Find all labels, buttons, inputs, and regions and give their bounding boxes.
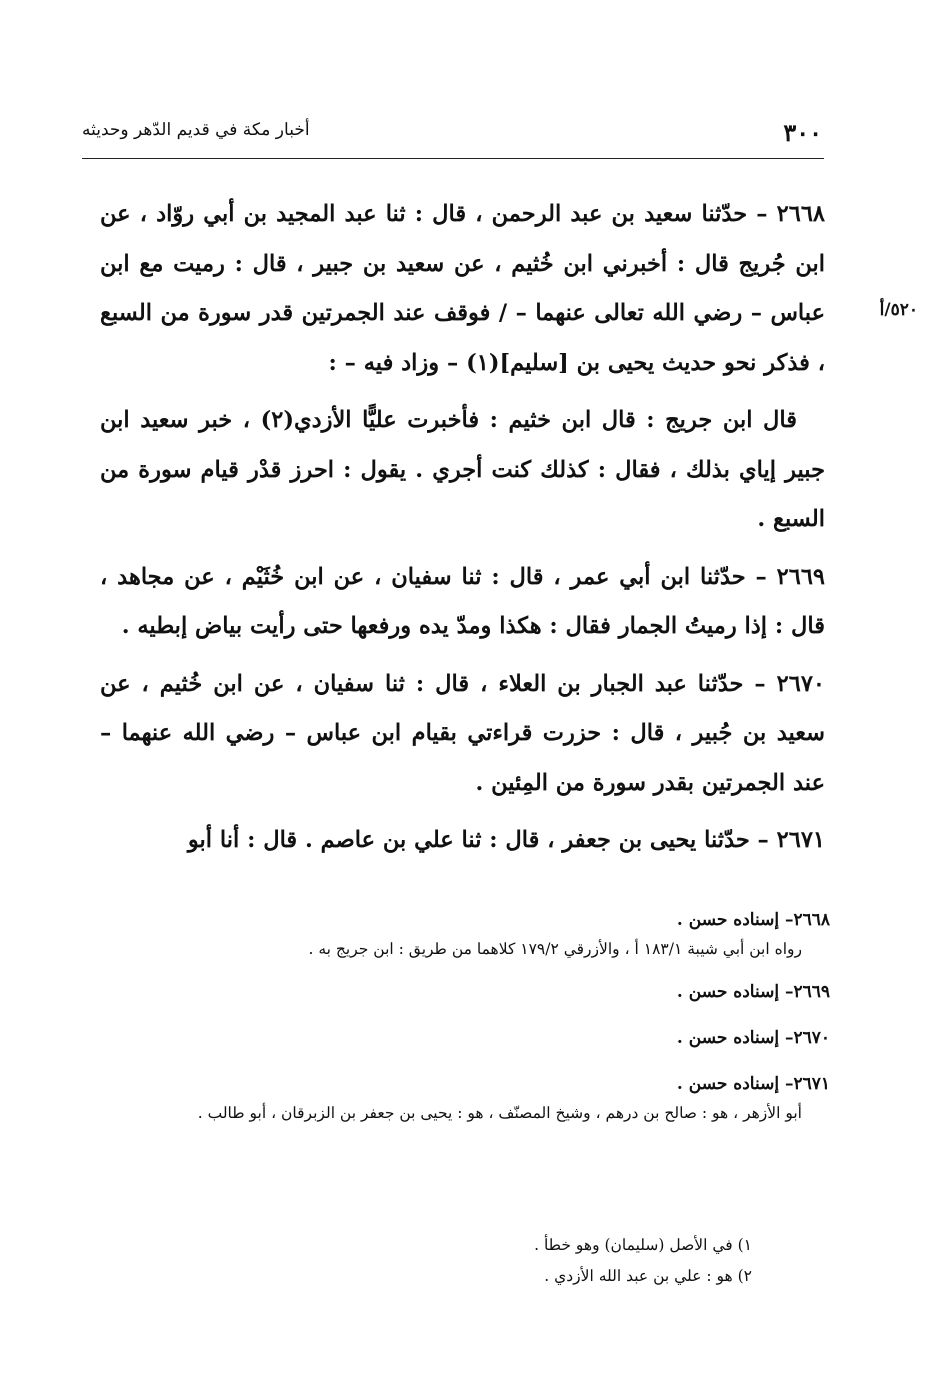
header-rule [82, 158, 824, 159]
footnote-head-2669: ٢٦٦٩– إسناده حسن . [676, 982, 830, 1002]
paragraph-2671: ٢٦٧١ – حدّثنا يحيى بن جعفر ، قال : ثنا علي بن عاصم . قال : أنا أبو [187, 827, 825, 853]
running-header [82, 118, 822, 154]
footnote-text-2671: أبو الأزهر ، هو : صالح بن درهم ، وشيخ المصنّف ، هو : يحيى بن جعفر بن الزبرقان ، أبو طالب . [197, 1104, 802, 1122]
footnote-text-2668: رواه ابن أبي شيبة ١٨٣/١ أ ، والأزرقي ١٧٩/٢ كلاهما من طريق : ابن جريج به . [308, 940, 802, 958]
running-title: أخبار مكة في قديم الدّهر وحديثه [82, 120, 310, 140]
page-number: ٣٠٠ [783, 118, 822, 147]
main-text [100, 190, 825, 874]
footnote-spacer [100, 1053, 830, 1069]
footnote-head-2670: ٢٦٧٠– إسناده حسن . [676, 1028, 830, 1048]
editor-notes [100, 1230, 830, 1292]
editor-note-1: ١) في الأصل (سليمان) وهو خطأ . [534, 1236, 752, 1254]
paragraph-2669: ٢٦٦٩ – حدّثنا ابن أبي عمر ، قال : ثنا سفيان ، عن ابن خُثَيْم ، عن مجاهد ، قال : إذا رميتُ الجمار فقال : هكذا ومدّ يده ورفعها حتى رأيت بياض إبطيه . [100, 563, 825, 639]
paragraph-2670: ٢٦٧٠ – حدّثنا عبد الجبار بن العلاء ، قال : ثنا سفيان ، عن ابن خُثيم ، عن سعيد بن جُبير ، قال : حزرت قراءتي بقيام ابن عباس – رضي الله عنهما – عند الجمرتين بقدر سورة من المِئين . [100, 670, 825, 796]
footnote-spacer [100, 1007, 830, 1023]
editor-note-2: ٢) هو : علي بن عبد الله الأزدي . [544, 1267, 752, 1285]
footnote-head-2671: ٢٦٧١– إسناده حسن . [676, 1074, 830, 1094]
margin-folio-note: ٥٢٠/أ [879, 300, 918, 320]
paragraph-2668-continued: قال ابن جريج : قال ابن خثيم : فأخبرت عليًّا الأزدي(٢) ، خبر سعيد ابن جبير إياي بذلك ، فقال : كذلك كنت أجري . يقول : احرز قدْر قيام سورة من السبع . [100, 407, 825, 532]
footnote-head-2668: ٢٦٦٨– إسناده حسن . [676, 910, 830, 930]
paragraph-2668: ٢٦٦٨ – حدّثنا سعيد بن عبد الرحمن ، قال : ثنا عبد المجيد بن أبي روّاد ، عن ابن جُريج قال : أخبرني ابن خُثيم ، عن سعيد بن جبير ، قال : رميت مع ابن عباس – رضي الله تعالى عنهما – / فوقف عند الجمرتين قدر سورة من السبع ، فذكر نحو حديث يحيى بن [سليم](١) – وزاد فيه – : [100, 201, 825, 376]
footnotes [100, 905, 830, 1141]
